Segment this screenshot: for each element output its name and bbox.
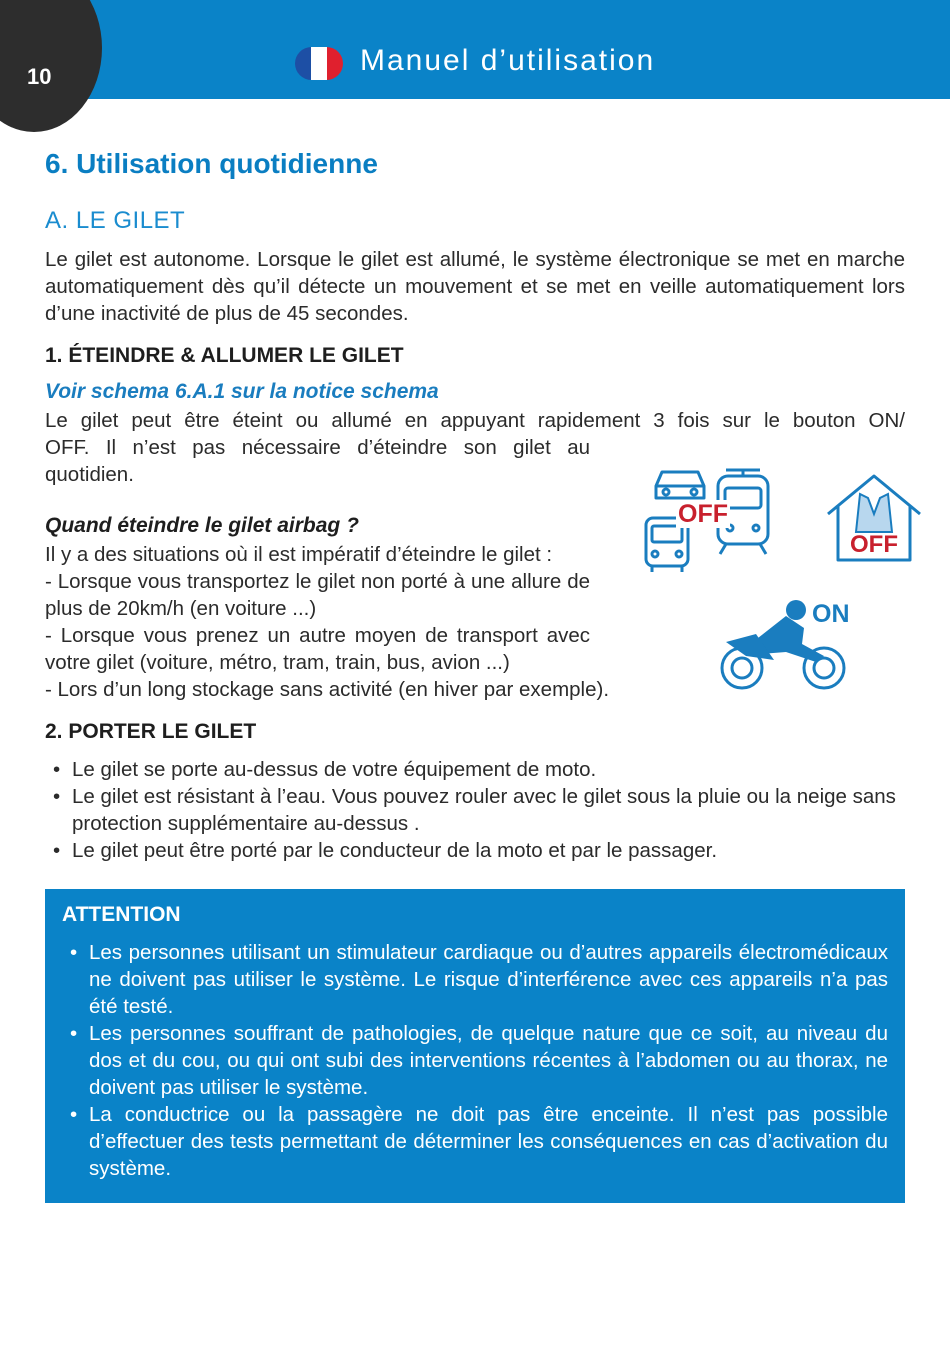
onoff-text-line-1: Le gilet peut être éteint ou allumé en appuyant rapidement 3 fois sur le bouton ON/ [45,409,905,432]
list-item: • Le gilet se porte au-dessus de votre équipement de moto. [45,756,905,783]
motorcycle-on-icon [716,598,856,696]
attention-box [45,889,905,1203]
french-flag-icon [295,47,343,80]
wear-bullet-list [45,756,905,864]
when-item: - Lorsque vous transportez le gilet non porté à une allure de plus de 20km/h (en voiture ...) [45,570,590,620]
when-item: Il y a des situations où il est impératif d’éteindre le gilet : [45,543,553,566]
when-item: - Lorsque vous prenez un autre moyen de transport avec votre gilet (voiture, métro, tram, train, bus, avion ...) [45,624,590,674]
attention-bullet-list [62,939,888,1182]
list-item: • Les personnes souffrant de pathologies, de quelque nature que ce soit, au niveau du dos et du cou, ou qui ont subi des interventions récentes à l’abdomen ou au thorax, ne doivent pas utiliser le système. [62,1020,888,1101]
attention-title: ATTENTION [62,903,181,926]
intro-paragraph: Le gilet est autonome. Lorsque le gilet est allumé, le système électronique se met en marche automatiquement dès qu’il détecte un mouvement et se met en veille automatiquement lors d’une inactivité de plus de 45 secondes. [45,248,905,325]
section-title: 6. Utilisation quotidienne [45,148,378,179]
transport-off-label: OFF [678,500,728,528]
home-off-icon [824,470,924,566]
transport-off-icon [640,462,780,574]
schema-reference-link[interactable]: Voir schema 6.A.1 sur la notice schema [45,380,439,403]
onoff-text-line-3: quotidien. [45,463,134,486]
list-item: • Les personnes utilisant un stimulateur cardiaque ou d’autres appareils électromédicaux ne doivent pas utiliser le système. Le risque d’interférence avec ces appareils n’a pas été testé. [62,939,888,1020]
flag-stripe-white [311,47,327,80]
list-item: • Le gilet peut être porté par le conducteur de la moto et par le passager. [45,837,905,864]
list-item: • Le gilet est résistant à l’eau. Vous pouvez rouler avec le gilet sous la pluie ou la neige sans protection supplémentaire au-dessus . [45,783,905,837]
list-item: • La conductrice ou la passagère ne doit pas être enceinte. Il n’est pas possible d’effectuer des tests permettant de déterminer les conséquences en cas d’activation du système. [62,1101,888,1182]
manual-title: Manuel d’utilisation [360,44,656,77]
subsection-title: A. LE GILET [45,207,186,234]
when-turn-off-list [45,541,610,703]
home-off-label: OFF [850,531,898,558]
page-number: 10 [27,64,52,89]
when-item: - Lors d’un long stockage sans activité (en hiver par exemple). [45,678,610,701]
onoff-heading: 1. ÉTEINDRE & ALLUMER LE GILET [45,344,404,367]
motorcycle-on-label: ON [812,600,850,628]
onoff-text-line-2: OFF. Il n’est pas nécessaire d’éteindre son gilet au [45,436,590,459]
wear-heading: 2. PORTER LE GILET [45,720,257,743]
when-turn-off-question: Quand éteindre le gilet airbag ? [45,514,359,537]
